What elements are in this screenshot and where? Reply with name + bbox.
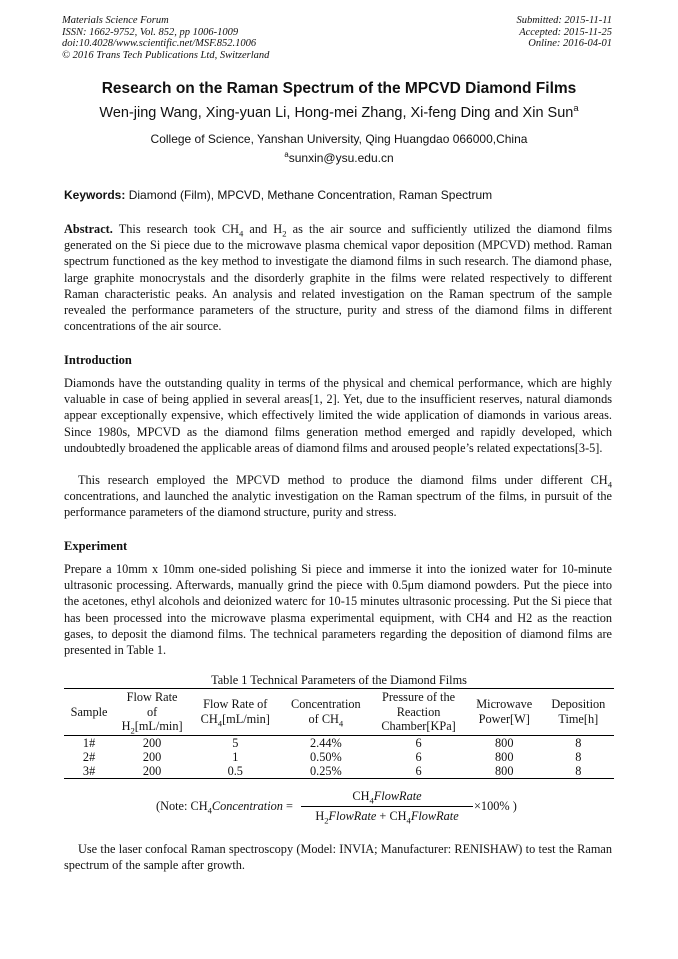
table-cell: 0.25% (281, 764, 372, 779)
online-date: Online: 2016-04-01 (528, 38, 612, 49)
th-flow-h2-a: Flow Rate (126, 690, 178, 704)
accepted-date: Accepted: 2015-11-25 (519, 26, 612, 38)
th-pressure (371, 689, 466, 736)
den-c: FlowRate (410, 809, 459, 823)
keywords-label: Keywords: (64, 188, 126, 202)
parameters-table (64, 688, 614, 779)
author-sup: a (573, 102, 579, 114)
th-flow-h2 (114, 689, 190, 736)
affiliation: College of Science, Yanshan University, Qing Huangdao 066000,China (150, 132, 528, 146)
table-cell: 8 (575, 735, 582, 750)
abstract (64, 221, 612, 334)
num-b: FlowRate (373, 789, 422, 803)
th-power-b: Power[W] (478, 711, 530, 726)
num-sub: 4 (369, 795, 374, 806)
table-cell: 200 (142, 735, 162, 750)
introduction-heading: Introduction (64, 353, 132, 367)
table-cell: 8 (575, 749, 582, 764)
copyright-line: © 2016 Trans Tech Publications Ltd, Switzerland (62, 49, 270, 61)
den-b: FlowRate (328, 809, 377, 823)
author-list (0, 102, 678, 121)
fraction-numerator (301, 789, 473, 807)
table-cell: 2# (82, 749, 96, 764)
th-time-a: Deposition (551, 697, 606, 712)
table-cell: 1# (82, 735, 96, 750)
table-cell: 8 (543, 764, 614, 779)
abstract-text-3: as the air source and sufficiently utilized the diamond films generated on the Si piece due to the microwave plasma chemical vapor deposition (MPCVD) method. Raman spectrum functioned as the key method to investigate the diamond films in such research. The diamond phase, large graphite monocrystals and the disorderly graphite in the films were related respectively to different Raman characteristic peaks. An analysis and related investigation on the Raman spectrum of the sample revealed the performance parameters of the structure, purity and stress of the diamond films in different concentrations of the air source. (64, 222, 612, 334)
experiment-heading: Experiment (64, 539, 128, 553)
th-power (466, 689, 543, 736)
th-sample-label: Sample (70, 704, 108, 719)
th-flow-ch4 (190, 689, 281, 736)
th-flow-ch4-a: Flow Rate of (203, 697, 268, 712)
intro-p2-sub: 4 (607, 479, 612, 490)
th-flow-h2-d: [mL/min] (134, 719, 183, 733)
th-pressure-c: Chamber[KPa] (381, 719, 456, 733)
table-header-row (64, 689, 614, 736)
table-cell: 800 (495, 735, 514, 750)
introduction-para-2 (64, 472, 612, 521)
experiment-para-2: Use the laser confocal Raman spectroscopy (Model: INVIA; Manufacturer: RENISHAW) to test the Raman spectrum of the sample after growth. (64, 842, 612, 873)
den-a: H (315, 809, 325, 823)
paper-title: Research on the Raman Spectrum of the MPCVD Diamond Films (101, 80, 577, 97)
doi-line: doi:10.4028/www.scientific.net/MSF.852.1006 (62, 38, 257, 49)
table-cell: 6 (415, 735, 422, 750)
th-power-a: Microwave (476, 697, 533, 712)
th-conc-sub: 4 (338, 718, 344, 729)
table-cell: 200 (142, 749, 162, 764)
note-tail: ×100% ) (474, 799, 517, 813)
table-cell: 0.50% (309, 749, 342, 764)
table-cell: 5 (232, 735, 239, 750)
journal-header-right (516, 15, 612, 50)
th-flow-ch4-b: CH (200, 711, 218, 726)
journal-header-left (62, 15, 269, 61)
th-conc-a: Concentration (291, 697, 361, 712)
email-sup: a (284, 150, 289, 159)
den-sub-2: 4 (406, 815, 411, 826)
table-cell: 3# (64, 764, 114, 779)
th-time (543, 689, 614, 736)
table-row (64, 764, 614, 779)
th-flow-ch4-sub: 4 (217, 718, 223, 729)
den-plus: + CH (376, 809, 407, 823)
note-prefix-sub: 4 (207, 805, 212, 816)
issn-line: ISSN: 1662-9752, Vol. 852, pp 1006-1009 (62, 26, 239, 38)
num-a: CH (352, 789, 370, 803)
table-cell: 0.5 (190, 764, 281, 779)
note-prefix: (Note: CH (156, 799, 208, 813)
table-cell: 800 (466, 764, 543, 779)
abstract-text-2: and H (243, 222, 283, 236)
abstract-sub-2: 2 (282, 228, 287, 239)
note-fraction (301, 789, 473, 824)
abstract-text-1: This research took CH (112, 222, 239, 236)
keywords (64, 188, 614, 202)
th-sample (64, 689, 114, 736)
author-email (0, 151, 678, 165)
th-pressure-b: Reaction (396, 704, 441, 719)
experiment-para-1: Prepare a 10mm x 10mm one-sided polishing Si piece and immerse it into the ionized water for 10-minute ultrasonic processing. Afterwards, manually grind the piece with 0.5μm diamond powders. Put the piece into the acetones, ethyl alcohols and deionized waterc for 10-15 minutes ultrasonic processing. Put the Si piece that has been processed into the microwave plasma experimental equipment, with CH4 and H2 as the reaction gases, to deposit the diamond films. The technical parameters regarding the deposition of diamond films are presented in Table 1. (64, 562, 612, 658)
table-cell: 2.44% (309, 735, 342, 750)
keywords-text: Diamond (Film), MPCVD, Methane Concentration, Raman Spectrum (125, 188, 493, 202)
note-eq: = (282, 799, 293, 813)
table-cell: 800 (495, 749, 514, 764)
introduction-para-1: Diamonds have the outstanding quality in terms of the physical and chemical performance, which are highly valuable in case of being applied in several areas[1, 2]. Yet, due to the insufficient reserves, natural diamonds appear exceptionally expensive, which effectively limited the wide application of diamonds in various areas. Since 1980s, MPCVD as the diamond films generation method emerged and rapidly developed, which undoubtedly broadened the applicable areas of diamond films and aroused people’s related expectations[3-5]. (64, 376, 612, 455)
table-cell: 200 (114, 764, 190, 779)
note-lhs: Concentration (211, 799, 283, 813)
th-flow-h2-sub: 2 (130, 725, 135, 736)
table-row (64, 735, 614, 750)
table-cell: 6 (371, 764, 466, 779)
submitted-date: Submitted: 2015-11-11 (516, 15, 612, 26)
table-cell: 6 (415, 749, 422, 764)
table-cell: 1 (232, 749, 239, 764)
abstract-label: Abstract. (64, 222, 113, 236)
intro-p2-text-b: concentrations, and launched the analytic investigation on the Raman spectrum of the films, in pursuit of the performance parameters of the diamond structure, purity and stress. (64, 489, 612, 520)
th-concentration (281, 689, 372, 736)
table-row (64, 750, 614, 764)
th-conc-b: of CH (308, 711, 339, 726)
email-address: sunxin@ysu.edu.cn (288, 151, 394, 165)
abstract-sub-1: 4 (238, 228, 244, 239)
journal-name: Materials Science Forum (62, 15, 169, 26)
th-flow-h2-b: of (146, 704, 158, 719)
fraction-denominator (301, 807, 473, 824)
th-time-b: Time[h] (558, 711, 599, 726)
author-names: Wen-jing Wang, Xing-yuan Li, Hong-mei Zhang, Xi-feng Ding and Xin Sun (99, 105, 574, 121)
intro-p2-text-a: This research employed the MPCVD method to produce the diamond films under different CH (78, 473, 608, 487)
table-caption: Table 1 Technical Parameters of the Diamond Films (211, 673, 467, 687)
note-label (156, 799, 293, 814)
th-flow-h2-c: H (121, 719, 131, 733)
den-sub-1: 2 (324, 815, 329, 826)
th-flow-ch4-c: [mL/min] (222, 711, 270, 726)
th-pressure-a: Pressure of the (382, 690, 456, 704)
